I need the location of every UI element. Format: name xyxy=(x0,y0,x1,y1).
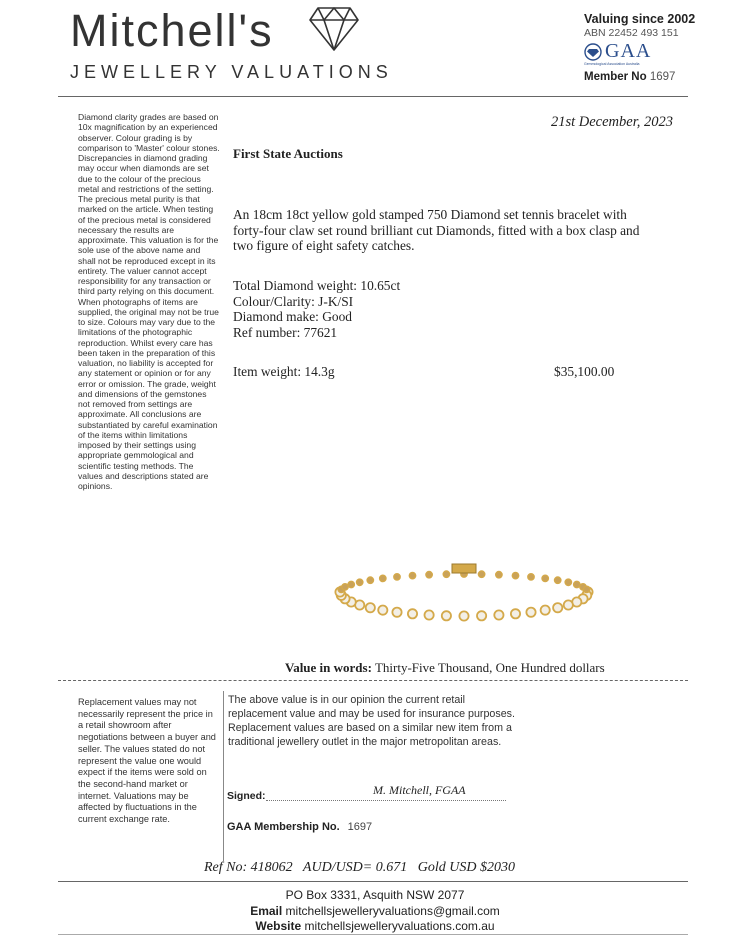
member-value: 1697 xyxy=(649,71,676,83)
item-specs xyxy=(233,278,400,340)
abn-number: ABN 22452 493 151 xyxy=(584,27,679,39)
item-weight: Item weight: 14.3g xyxy=(233,364,335,379)
section-divider xyxy=(58,680,688,681)
gold-usd-price: Gold USD $2030 xyxy=(417,860,515,875)
ref-number: Ref number: 77621 xyxy=(233,324,338,340)
diamond-logo-icon xyxy=(308,6,360,52)
retail-value-statement: The above value is in our opinion the current retail replacement value and may be used for insurance purposes. Replacement values are based on a similar new item from a traditional jewellery outlet in the major metropolitan areas. xyxy=(228,694,515,748)
item-value: $35,100.00 xyxy=(554,364,615,379)
value-words-label: Value in words: xyxy=(285,660,372,675)
aud-usd-rate: AUD/USD= 0.671 xyxy=(302,860,408,875)
item-description: An 18cm 18ct yellow gold stamped 750 Diamond set tennis bracelet with forty-four claw set round brilliant cut Diamonds, fitted with a box clasp and two figure of eight safety catches. xyxy=(233,207,640,253)
signature-line xyxy=(266,800,506,801)
diamond-make: Diamond make: Good xyxy=(233,309,353,324)
website-link[interactable]: mitchellsjewelleryvaluations.com.au xyxy=(304,919,495,933)
footer-address: PO Box 3331, Asquith NSW 2077 xyxy=(285,888,465,902)
valuing-since: Valuing since 2002 xyxy=(584,12,696,26)
gaa-membership xyxy=(227,821,372,833)
footer-website xyxy=(0,919,750,933)
ref-no: Ref No: 418062 xyxy=(204,860,293,875)
lower-vertical-divider xyxy=(223,691,224,861)
footer-email xyxy=(0,904,750,918)
bracelet-photo xyxy=(330,562,598,622)
reference-row xyxy=(204,860,515,876)
disclaimer-text: Diamond clarity grades are based on 10x magnification by an experienced observer. Colour grading is by comparison to 'Master' colour stones. Discrepancies in diamond grading may occur when diamonds are set due to the colour of the precious metal and restrictions of the setting. The precious metal purity is that marked on the article. When testing of the precious metal is considered necessary the results are approximate. This valuation is for the sole use of the above name and shall not be reproduced except in its entirety. The valuer cannot accept responsibility for any transaction or third party relying on this document. When photographs of items are supplied, the original may not be true to size. Colours may vary due to the limitations of the photographic reproduction. Whilst every care has been taken in the preparation of this valuation, no liability is accepted for any statement or opinion or for any error or omission. The grade, weight and dimensions of the gemstones not removed from settings are approximate. All conclusions are substantiated by careful examination of the items within limitations imposed by their settings using appropriate gemmological and scientific testing methods. The values and descriptions stated are opinions. xyxy=(78,112,220,491)
signature-name: M. Mitchell, FGAA xyxy=(373,783,466,797)
website-label: Website xyxy=(255,919,302,933)
gaa-logo-text: GAA xyxy=(605,40,652,62)
member-label: Member No xyxy=(584,71,647,83)
client-name: First State Auctions xyxy=(233,146,343,161)
valuation-date: 21st December, 2023 xyxy=(550,114,673,130)
gaa-membership-label: GAA Membership No. xyxy=(227,821,340,833)
signed-label: Signed: xyxy=(227,790,266,802)
colour-clarity: Colour/Clarity: J-K/SI xyxy=(233,293,354,309)
email-label: Email xyxy=(250,904,283,918)
value-in-words xyxy=(285,660,605,676)
header-divider xyxy=(58,96,688,97)
replacement-note-text: Replacement values may not necessarily represent the price in a retail showroom after negotiations between a buyer and seller. The values stated do not represent the value one would expect if the items were sold on the second-hand market or internet. Valuations may be affected by fluctuations in the current exchange rate. xyxy=(78,697,216,825)
gaa-gem-icon xyxy=(584,43,602,61)
total-diamond-weight: Total Diamond weight: 10.65ct xyxy=(233,278,401,293)
value-words-text: Thirty-Five Thousand, One Hundred dollars xyxy=(374,660,605,675)
gaa-logo xyxy=(584,40,695,63)
email-link[interactable]: mitchellsjewelleryvaluations@gmail.com xyxy=(285,904,500,918)
gaa-logo-caption: Gemmological Association Australia xyxy=(584,62,640,66)
footer-divider xyxy=(58,881,688,882)
header-details xyxy=(584,12,695,83)
side-disclaimer xyxy=(78,112,220,491)
replacement-values-note xyxy=(78,697,218,826)
brand-subtitle: JEWELLERY VALUATIONS xyxy=(70,62,393,82)
member-number xyxy=(584,71,695,83)
bottom-rule xyxy=(58,934,688,935)
brand-name: Mitchell's xyxy=(70,5,274,56)
gaa-membership-number: 1697 xyxy=(347,821,373,833)
